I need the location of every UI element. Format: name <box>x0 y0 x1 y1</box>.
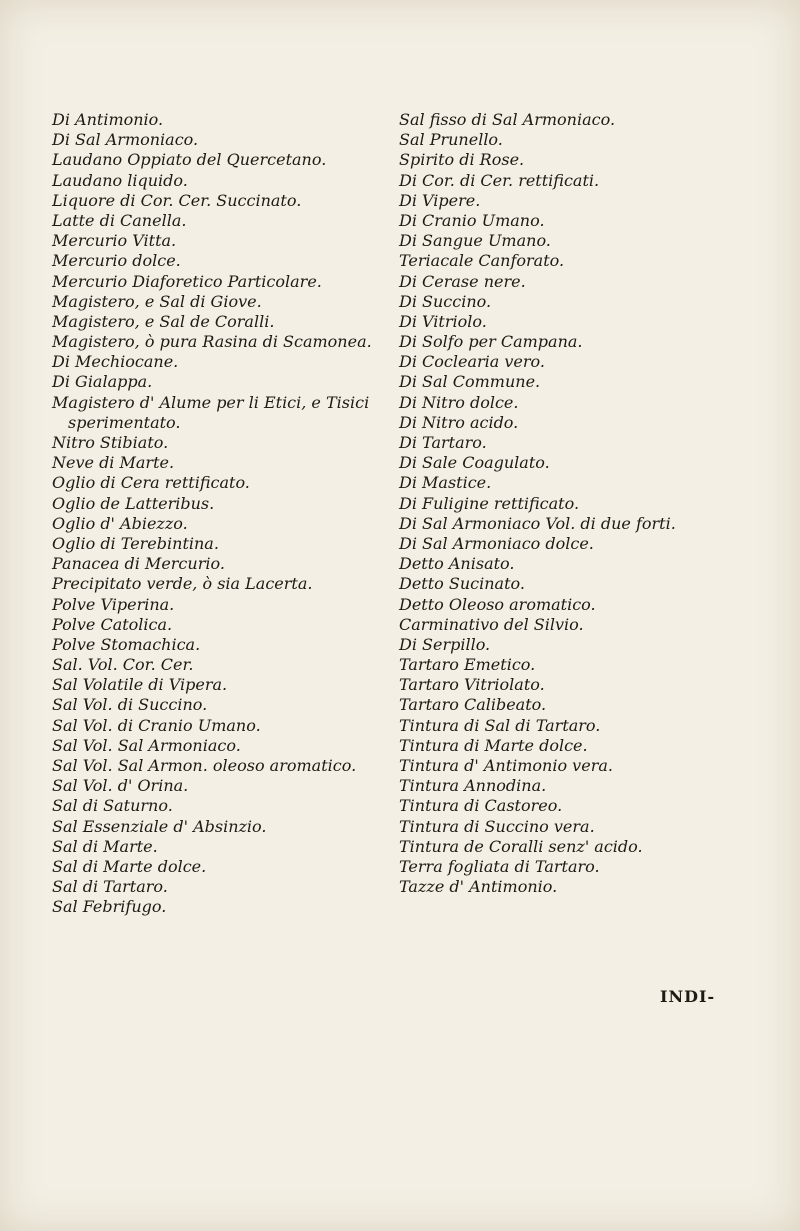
index-entry: Tintura d' Antimonio vera. <box>399 756 613 775</box>
index-entry: Di Cranio Umano. <box>399 210 545 230</box>
index-entry: Tintura Annodina. <box>399 776 547 796</box>
index-entry: Di Vitriolo. <box>399 311 487 331</box>
index-entry: Latte di Canella. <box>52 210 187 230</box>
index-entry: Detto Oleoso aromatico. <box>399 594 596 614</box>
index-entry: Di Sal Armoniaco dolce. <box>399 533 594 553</box>
index-entry: Sal fisso di Sal Armoniaco. <box>399 110 616 129</box>
index-entry: Di Cor. di Cer. rettificati. <box>399 170 600 190</box>
index-entry: Sal Essenziale d' Absinzio. <box>52 816 267 836</box>
index-entry: Magistero d' Alume per li Etici, e Tisici <box>52 392 370 412</box>
index-entry: Sal Vol. di Cranio Umano. <box>52 715 261 735</box>
index-entry: Di Sangue Umano. <box>399 231 551 251</box>
index-entry: Tintura di Castoreo. <box>399 796 563 816</box>
index-entry: Panacea di Mercurio. <box>52 554 225 574</box>
index-entry: Precipitato verde, ò sia Lacerta. <box>52 574 313 594</box>
index-entry: Teriacale Canforato. <box>399 251 565 271</box>
index-entry: Tartaro Emetico. <box>399 655 536 675</box>
index-entry: Di Antimonio. <box>52 110 164 129</box>
index-entry: Oglio d' Abiezzo. <box>52 513 188 533</box>
index-entry: Di Fuligine rettificato. <box>399 493 580 513</box>
index-entry: Tartaro Calibeato. <box>399 695 547 715</box>
index-entry: Di Tartaro. <box>399 433 487 452</box>
index-entry: Di Cerase nere. <box>399 271 526 291</box>
index-entry: Tazze d' Antimonio. <box>399 877 558 897</box>
left-column <box>52 110 392 918</box>
index-entry: Sal Volatile di Vipera. <box>52 675 228 695</box>
index-entry: Sal Vol. Sal Armon. oleoso aromatico. <box>52 756 357 775</box>
catchword: INDI- <box>660 987 716 1006</box>
index-entry: Sal. Vol. Cor. Cer. <box>52 655 194 675</box>
index-entry: Tintura di Succino vera. <box>399 816 595 836</box>
index-entry: Neve di Marte. <box>52 453 175 473</box>
index-entry: Sal di Tartaro. <box>52 877 168 897</box>
index-entry: Detto Anisato. <box>399 554 515 574</box>
index-entry: Di Sal Armoniaco Vol. di due forti. <box>399 513 676 533</box>
index-entry: Sal Vol. d' Orina. <box>52 776 189 796</box>
index-entry: Liquore di Cor. Cer. Succinato. <box>52 190 302 210</box>
index-entry: Mercurio Diaforetico Particolare. <box>52 271 322 291</box>
index-entry: Oglio de Latteribus. <box>52 493 215 513</box>
index-entry: Di Vipere. <box>399 190 481 210</box>
index-entry: Oglio di Terebintina. <box>52 533 219 553</box>
index-entry: Sal di Marte dolce. <box>52 856 207 876</box>
index-entry: Polve Stomachica. <box>52 634 201 654</box>
index-entry: Nitro Stibiato. <box>52 433 169 452</box>
index-entry: Di Mechiocane. <box>52 352 179 372</box>
index-entry: Sal Vol. Sal Armoniaco. <box>52 735 241 755</box>
index-entry: Di Mastice. <box>399 473 492 493</box>
index-entry: Di Nitro acido. <box>399 412 519 432</box>
index-entry: Sal di Saturno. <box>52 796 173 816</box>
index-entry: Tintura di Sal di Tartaro. <box>399 715 601 735</box>
index-entry: Di Sal Commune. <box>399 372 541 392</box>
index-entry: Sal Prunello. <box>399 130 503 150</box>
index-entry: Polve Viperina. <box>52 594 175 614</box>
index-entry: Mercurio dolce. <box>52 251 181 271</box>
index-entry: Terra fogliata di Tartaro. <box>399 856 600 876</box>
index-entry: Di Coclearia vero. <box>399 352 545 372</box>
index-entry: Laudano Oppiato del Quercetano. <box>52 150 327 170</box>
right-column <box>399 110 759 897</box>
index-entry: Di Gialappa. <box>52 372 153 392</box>
index-entry: Magistero, e Sal de Coralli. <box>52 311 275 331</box>
index-entry: Di Sal Armoniaco. <box>52 130 199 150</box>
index-entry: Oglio di Cera rettificato. <box>52 473 250 493</box>
index-entry: Magistero, e Sal di Giove. <box>52 291 262 311</box>
index-entry: Spirito di Rose. <box>399 150 525 170</box>
index-entry: Polve Catolica. <box>52 614 173 634</box>
index-entry: Magistero, ò pura Rasina di Scamonea. <box>52 332 372 352</box>
index-entry: Di Serpillo. <box>399 634 491 654</box>
index-entry: sperimentato. <box>68 412 181 432</box>
index-entry: Di Solfo per Campana. <box>399 332 583 352</box>
index-entry: Laudano liquido. <box>52 170 188 190</box>
index-entry: Di Succino. <box>399 291 492 311</box>
index-entry: Tintura di Marte dolce. <box>399 735 588 755</box>
index-entry: Di Nitro dolce. <box>399 392 519 412</box>
index-entry: Di Sale Coagulato. <box>399 453 550 473</box>
index-entry: Tintura de Coralli senz' acido. <box>399 836 643 856</box>
index-entry: Sal Febrifugo. <box>52 897 167 917</box>
index-entry: Mercurio Vitta. <box>52 231 177 251</box>
index-entry: Carminativo del Silvio. <box>399 614 584 634</box>
index-entry: Sal Vol. di Succino. <box>52 695 208 715</box>
index-entry: Tartaro Vitriolato. <box>399 675 545 695</box>
index-entry: Sal di Marte. <box>52 836 158 856</box>
index-entry: Detto Sucinato. <box>399 574 525 594</box>
